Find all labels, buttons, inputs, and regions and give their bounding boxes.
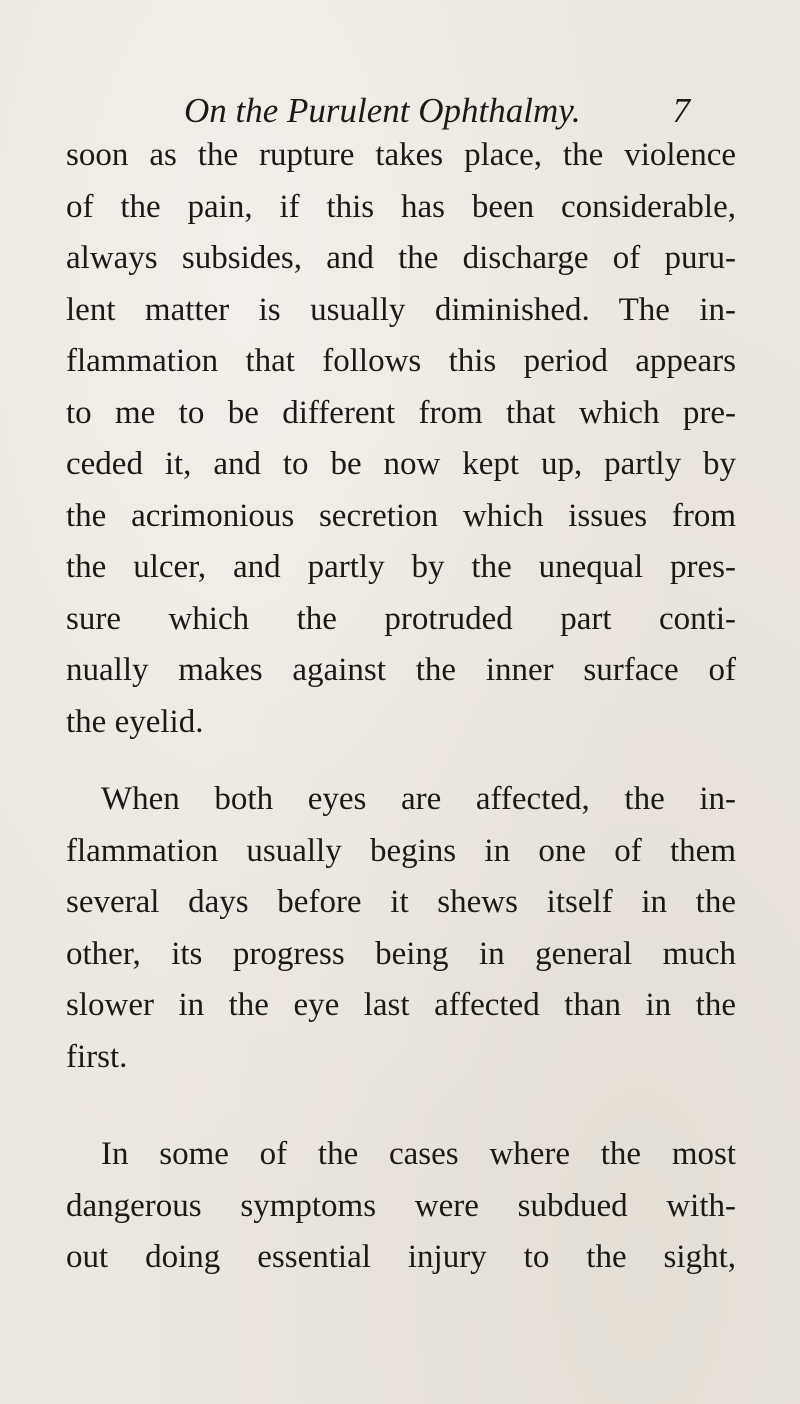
text-line: lent matter is usually diminished. The in- — [66, 291, 736, 328]
paragraph-3 — [66, 1129, 736, 1284]
text-line: In some of the cases where the most — [101, 1136, 736, 1172]
text-line: several days before it shews itself in the — [66, 884, 736, 920]
text-line: flammation usually begins in one of them — [66, 832, 736, 869]
text-line: other, its progress being in general much — [66, 935, 736, 972]
text-line: of the pain, if this has been considerable, — [66, 188, 736, 225]
text-line: sure which the protruded part conti- — [66, 600, 736, 637]
text-line: the eyelid. — [66, 703, 204, 740]
text-line: the ulcer, and partly by the unequal pres- — [66, 549, 736, 585]
text-line: nually makes against the inner surface of — [66, 652, 736, 688]
text-line: always subsides, and the discharge of puru- — [66, 240, 736, 276]
text-line: slower in the eye last affected than in the — [66, 987, 736, 1023]
text-line: flammation that follows this period appears — [66, 343, 736, 379]
text-line: the acrimonious secretion which issues from — [66, 497, 736, 534]
text-line: first. — [66, 1038, 128, 1075]
paragraph-2 — [66, 774, 736, 1083]
text-line: dangerous symptoms were subdued with- — [66, 1187, 736, 1224]
text-line: ceded it, and to be now kept up, partly by — [66, 446, 736, 482]
text-line: out doing essential injury to the sight, — [66, 1239, 736, 1275]
running-title: On the Purulent Ophthalmy. — [184, 91, 581, 130]
text-line: soon as the rupture takes place, the violence — [66, 137, 736, 173]
text-line: When both eyes are affected, the in- — [101, 781, 736, 817]
running-head — [170, 86, 690, 136]
page-number: 7 — [672, 91, 690, 130]
text-line: to me to be different from that which pre- — [66, 394, 736, 431]
paragraph-1 — [66, 130, 736, 748]
